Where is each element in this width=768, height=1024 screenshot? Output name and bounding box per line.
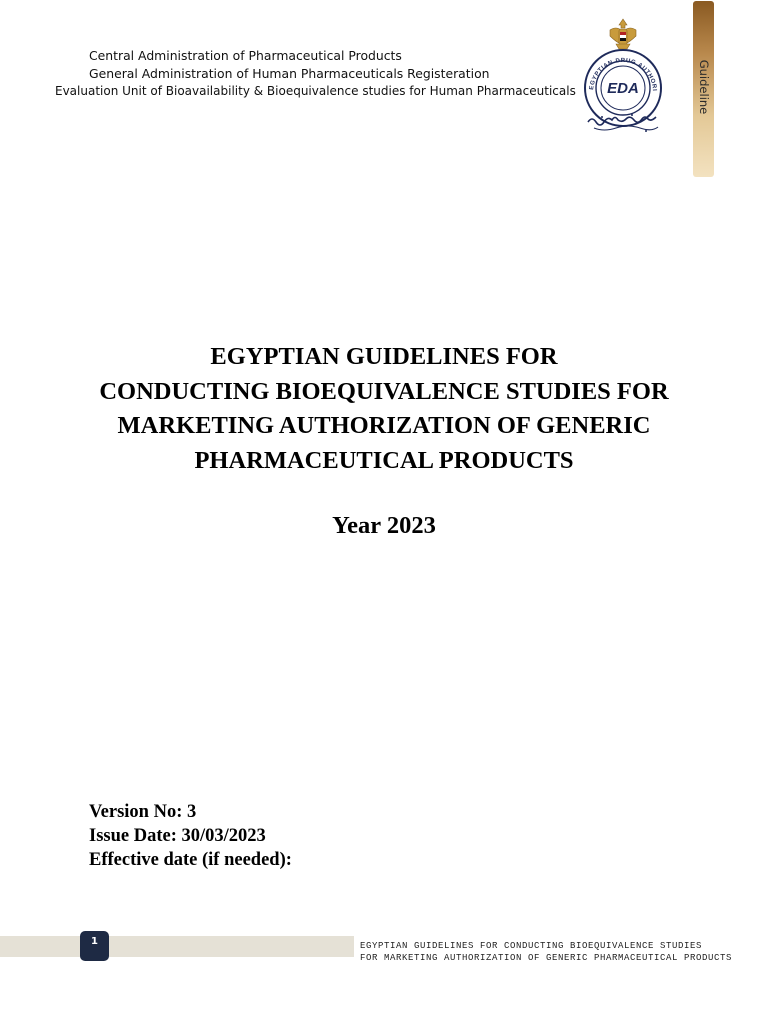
document-meta (89, 800, 292, 872)
header-line-evaluation-unit: Evaluation Unit of Bioavailability & Bioequivalence studies for Human Pharmaceuticals (55, 84, 576, 98)
footer-line-1: EGYPTIAN GUIDELINES FOR CONDUCTING BIOEQUIVALENCE STUDIES (360, 941, 703, 951)
guideline-side-tab (693, 1, 714, 177)
version-number: Version No: 3 (89, 802, 197, 822)
issue-date: Issue Date: 30/03/2023 (89, 826, 266, 846)
header-line-central-administration: Central Administration of Pharmaceutical Products (89, 48, 402, 63)
footer-running-title (360, 940, 732, 964)
header-line-general-administration: General Administration of Human Pharmaceuticals Registeration (89, 66, 490, 81)
svg-text:EDA: EDA (607, 80, 639, 97)
document-title (0, 340, 768, 478)
title-line-2: CONDUCTING BIOEQUIVALENCE STUDIES FOR (99, 377, 669, 405)
footer-line-2: FOR MARKETING AUTHORIZATION OF GENERIC PHARMACEUTICAL PRODUCTS (360, 953, 733, 963)
title-line-1: EGYPTIAN GUIDELINES FOR (210, 343, 558, 370)
document-year: Year 2023 (332, 512, 436, 539)
page-number-badge: 1 (80, 931, 109, 961)
title-line-3: MARKETING AUTHORIZATION OF GENERIC (117, 412, 651, 439)
title-line-4: PHARMACEUTICAL PRODUCTS (194, 446, 574, 474)
footer-bar (0, 936, 354, 957)
svg-text:EGYPTIAN DRUG AUTHORITY: EGYPTIAN DRUG AUTHORI (589, 57, 658, 92)
guideline-tab-label: Guideline (696, 59, 711, 115)
effective-date: Effective date (if needed): (89, 850, 292, 870)
eda-logo-icon (580, 16, 666, 134)
